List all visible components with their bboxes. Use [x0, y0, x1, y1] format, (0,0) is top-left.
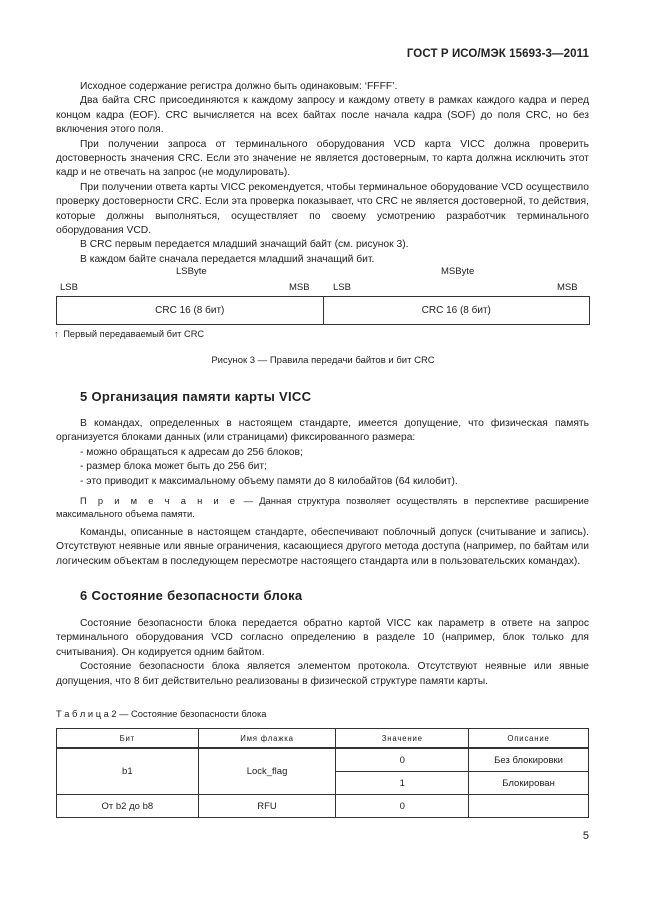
up-arrow-icon: ↑ — [54, 329, 59, 339]
column-header-flag: Имя флажка — [198, 729, 336, 749]
list-item: - это приводит к максимальному объему памяти до 8 килобайтов (64 килобит). — [80, 475, 458, 487]
document-header: ГОСТ Р ИСО/МЭК 15693-3—2011 — [406, 48, 589, 60]
section-6-title: 6 Состояние безопасности блока — [80, 588, 303, 603]
section-6-body — [56, 617, 589, 689]
table-cell-flag: Lock_flag — [198, 748, 336, 795]
lsbyte-label: LSByte — [176, 266, 207, 277]
table-cell-description: Без блокировки — [469, 748, 589, 772]
table-cell-value: 0 — [336, 748, 469, 772]
table-cell-bit: От b2 до b8 — [57, 795, 199, 818]
msb-left-label: MSB — [289, 282, 310, 293]
paragraph: В CRC первым передается младший значащий байт (см. рисунок 3). — [80, 239, 409, 251]
paragraph: При получении запроса от терминального оборудования VCD карта VICC должна проверить достоверность значения CRC. Если это значение не является достоверным, то карта должна исключить этот кадр и не отвечать на запрос (не модулировать). — [56, 138, 589, 179]
section-5-title: 5 Организация памяти карты VICC — [80, 389, 312, 404]
security-status-table — [56, 728, 589, 818]
note-text: — Данная структура позволяет осуществлять в перспективе расширение максимального объема памяти. — [56, 495, 589, 520]
column-header-bit: Бит — [57, 729, 199, 749]
table-cell-value: 0 — [336, 795, 469, 818]
table-caption-text: 2 — Состояние безопасности блока — [108, 709, 267, 719]
note-label: П р и м е ч а н и е — [80, 495, 238, 507]
column-header-description: Описание — [469, 729, 589, 749]
table-cell-description: Блокирован — [469, 772, 589, 795]
table-caption-label: Т а б л и ц а — [56, 709, 109, 719]
note — [56, 494, 589, 520]
list-item: - можно обращаться к адресам до 256 блоков; — [80, 446, 303, 458]
lsb-right-label: LSB — [333, 282, 351, 293]
table-caption — [56, 709, 266, 719]
figure-caption: Рисунок 3 — Правила передачи байтов и бит CRC — [211, 355, 435, 366]
column-header-value: Значение — [336, 729, 469, 749]
paragraph: Команды, описанные в настоящем стандарте, обеспечивают поблочный допуск (считывание и запись). Отсутствуют неявные или явные ограничения, касающиеся другого метода доступа (например, по байтам или логическим объектам в последующем пересмотре настоящего стандарта или в пользовательских командах). — [56, 527, 589, 567]
crc-cell-low: CRC 16 (8 бит) — [155, 305, 225, 316]
table-row — [57, 748, 589, 772]
first-bit-note-text: Первый передаваемый бит CRC — [63, 329, 205, 339]
msb-right-label: MSB — [557, 282, 578, 293]
crc-cell-high: CRC 16 (8 бит) — [323, 297, 590, 324]
table-cell-flag: RFU — [198, 795, 336, 818]
intro-text — [56, 80, 589, 267]
table-cell-bit: b1 — [57, 748, 199, 795]
table-cell-description — [469, 795, 589, 818]
first-bit-note — [54, 329, 204, 339]
lsb-left-label: LSB — [60, 282, 78, 293]
crc-byte-diagram — [56, 296, 590, 325]
msbyte-label: MSByte — [441, 266, 475, 277]
paragraph: В каждом байте сначала передается младший значащий бит. — [80, 253, 375, 265]
paragraph: При получении ответа карты VICC рекомендуется, чтобы терминальное оборудование VCD осуществило проверку достоверности CRC. Если эта проверка показывает, что CRC не является достоверной, то действия, которые должны выполняться, осуществляет по своему усмотрению разработчик терминального оборудования VCD. — [56, 181, 589, 237]
paragraph: Состояние безопасности блока передается обратно картой VICC как параметр в ответе на запрос терминального оборудования VCD согласно определению в разделе 10 (например, блок только для считывания). Он кодируется одним байтом. — [56, 618, 589, 658]
paragraph: Два байта CRC присоединяются к каждому запросу и каждому ответу в рамках каждого кадра и перед концом кадра (EOF). CRC вычисляется на всех байтах после начала кадра (SOF) до поля CRC, но без включения этого поля. — [56, 95, 589, 136]
table-header-row — [57, 729, 589, 749]
paragraph: Состояние безопасности блока является элементом протокола. Отсутствуют неявные или явные допущения, что 8 бит действительно реализованы в физической структуре памяти карты. — [56, 661, 589, 687]
table-row — [57, 795, 589, 818]
paragraph: Исходное содержание регистра должно быть одинаковым: ‘FFFF’. — [80, 81, 398, 92]
table-cell-value: 1 — [336, 772, 469, 795]
section-5-body — [56, 417, 589, 569]
list-item: - размер блока может быть до 256 бит; — [80, 461, 267, 473]
page-number: 5 — [582, 830, 589, 842]
paragraph: В командах, определенных в настоящем стандарте, имеется допущение, что физическая память организуется блоками данных (или страницами) фиксированного размера: — [56, 418, 589, 444]
